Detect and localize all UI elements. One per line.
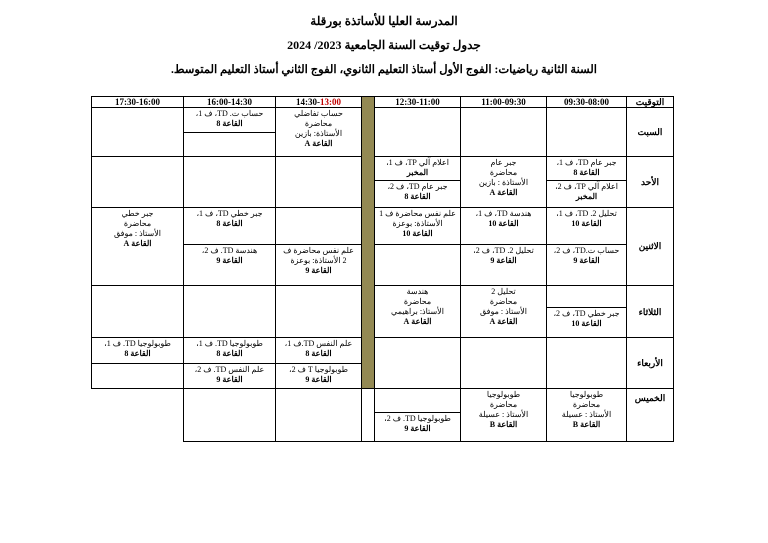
slot-3-header: 12:30-11:00	[375, 97, 461, 108]
cell-line: محاضرة	[123, 218, 152, 228]
cell-line: طوبولوجيا	[569, 390, 604, 400]
cell-line: الأستاذة : بازين	[478, 177, 529, 187]
cell-line: القاعة B	[489, 420, 518, 430]
tuesday-row-1	[92, 285, 674, 307]
day-saturday: السبت	[627, 108, 674, 157]
cell-line: علم نفس محاضرة ف 1	[379, 208, 456, 218]
cell-mon-slot6	[92, 207, 184, 285]
cell-content	[184, 108, 275, 130]
cell-content	[461, 245, 546, 267]
cell-content	[276, 338, 361, 360]
cell-mon-slot4-a	[276, 207, 362, 245]
cell-thu-slot3-a	[375, 389, 461, 413]
cell-content	[276, 364, 361, 386]
cell-line: الأستاذة: بوعزة	[392, 218, 443, 228]
cell-sun-slot3-b	[375, 181, 461, 207]
cell-tue-slot3	[375, 285, 461, 338]
cell-wed-slot3	[375, 338, 461, 389]
cell-line: جبر خطي	[121, 208, 154, 218]
cell-content	[184, 208, 275, 230]
cell-mon-slot1-a	[547, 207, 627, 245]
cell-line: القاعة A	[304, 139, 333, 149]
day-wednesday: الأربعاء	[627, 338, 674, 389]
slot-1-header: 09:30-08:00	[547, 97, 627, 108]
cell-line: محاضرة	[489, 167, 518, 177]
schedule-title: جدول توقيت السنة الجامعية 2023/ 2024	[287, 38, 481, 52]
cell-mon-slot4-b	[276, 245, 362, 286]
cell-line: طوبولوجيا T ف 2،	[288, 364, 348, 374]
cell-line: علم نفس محاضرة ف	[283, 246, 354, 256]
cell-line: القاعة A	[489, 187, 518, 197]
cell-sun-slot2	[461, 156, 547, 207]
cell-wed-slot6-b	[92, 363, 184, 388]
cell-line: القاعة 8	[305, 349, 332, 359]
cell-content	[547, 245, 626, 267]
cell-content	[461, 157, 546, 199]
day-thursday: الخميس	[627, 389, 674, 442]
cell-line: جبر عام	[490, 157, 517, 167]
school-name: المدرسة العليا للأساتذة بورقلة	[310, 14, 458, 28]
cell-sun-slot1-b	[547, 181, 627, 207]
cell-sat-slot2	[461, 108, 547, 157]
cell-line: القاعة 8	[216, 218, 243, 228]
cell-tue-slot2	[461, 285, 547, 338]
cell-content	[547, 308, 626, 330]
cell-line: محاضرة	[403, 296, 432, 306]
day-monday: الاثنين	[627, 207, 674, 285]
cell-line: اعلام آلي TP، ف 2،	[555, 182, 618, 192]
slot-2-header: 11:00-09:30	[461, 97, 547, 108]
cell-content	[375, 157, 460, 179]
cell-line: محاضرة	[572, 400, 601, 410]
slot-6-header: 17:30-16:00	[92, 97, 184, 108]
cell-line: جبر خطي TD، ف 2،	[553, 308, 620, 318]
cell-line: علم النفس TD. ف 2،	[194, 364, 265, 374]
cell-line: الأستاذ : موفق	[479, 306, 528, 316]
cell-content	[547, 208, 626, 230]
cell-tue-slot5	[184, 285, 276, 338]
cell-tue-slot1-b	[547, 307, 627, 337]
cell-content	[461, 208, 546, 230]
cell-line: الأستاذ: براهيمي	[391, 306, 444, 316]
cell-sat-slot5	[184, 108, 276, 132]
cell-content	[375, 181, 460, 203]
cell-content	[547, 389, 626, 431]
cell-line: القاعة 9	[305, 266, 332, 276]
thursday-row-1	[92, 389, 674, 413]
cell-line: طوبولوجيا TD. ف 1،	[104, 339, 171, 349]
cell-line: هندسة TD. ف 2،	[201, 246, 258, 256]
cell-thu-slot2	[461, 389, 547, 442]
cell-line: القاعة 8	[124, 349, 151, 359]
cell-line: القاعة 9	[305, 374, 332, 384]
cell-mon-slot1-b	[547, 245, 627, 286]
cell-line: جبر عام TD، ف 1،	[556, 157, 617, 167]
cell-thu-slot3-b	[375, 413, 461, 442]
cell-mon-slot2-a	[461, 207, 547, 245]
cell-line: محاضرة	[489, 400, 518, 410]
cell-line: طوبولوجيا	[486, 390, 521, 400]
timetable	[91, 96, 674, 442]
cell-mon-slot2-b	[461, 245, 547, 286]
cell-content	[375, 208, 460, 240]
cell-line: القاعة 8	[404, 192, 431, 202]
cell-line: طوبولوجيا TD. ف 1،	[196, 339, 263, 349]
cell-line: المخبر	[575, 192, 598, 202]
cell-line: تحليل 2. TD، ف 2،	[473, 246, 534, 256]
cell-wed-slot1	[547, 338, 627, 389]
cell-wed-slot6-a	[92, 338, 184, 363]
lunch-break-column	[362, 97, 375, 389]
schedule-subtitle: السنة الثانية رياضيات: الفوج الأول أستاذ التعليم الثانوي، الفوج الثاني أستاذ التعليم المتوسط.	[171, 64, 597, 76]
cell-content	[184, 338, 275, 360]
cell-content	[375, 413, 460, 435]
cell-line: القاعة A	[489, 316, 518, 326]
saturday-row-1	[92, 108, 674, 132]
cell-line: القاعة 10	[402, 228, 433, 238]
cell-thu-slot5	[276, 389, 362, 442]
cell-line: القاعة 9	[490, 256, 517, 266]
cell-content	[276, 245, 361, 277]
slot-5-header: 16:00-14:30	[184, 97, 276, 108]
cell-wed-slot2	[461, 338, 547, 389]
cell-line: القاعة 8	[573, 167, 600, 177]
cell-line: الأستاذة: بازين	[294, 129, 343, 139]
cell-thu-slot6	[184, 389, 276, 442]
cell-line: علم النفس TD.ف 1،	[284, 339, 353, 349]
cell-sat-slot4	[276, 108, 362, 157]
cell-content	[461, 286, 546, 328]
cell-line: القاعة 9	[216, 256, 243, 266]
cell-sun-slot1-a	[547, 156, 627, 180]
cell-line: الأستاذ : عسيلة	[561, 410, 612, 420]
cell-line: القاعة 10	[488, 218, 519, 228]
cell-wed-slot5-a	[184, 338, 276, 363]
cell-line: القاعة 9	[404, 424, 431, 434]
cell-line: تحليل 2	[491, 286, 516, 296]
cell-line: طوبولوجيا TD. ف 2،	[384, 414, 451, 424]
cell-sat-slot1	[547, 108, 627, 157]
cell-line: القاعة B	[572, 420, 601, 430]
cell-line: القاعة 10	[571, 318, 602, 328]
cell-sat-slot6	[92, 108, 184, 157]
cell-wed-slot4-a	[276, 338, 362, 363]
cell-line: القاعة 10	[571, 218, 602, 228]
cell-sat-slot3	[375, 108, 461, 157]
cell-line: القاعة 9	[573, 256, 600, 266]
cell-thu-slot4	[362, 389, 375, 442]
cell-content	[92, 208, 183, 250]
slot-4-end: 13:00	[320, 97, 341, 108]
cell-line: الأستاذ : عسيلة	[478, 410, 529, 420]
monday-row-1	[92, 207, 674, 245]
cell-content	[547, 181, 626, 203]
cell-line: حساب تفاضلي	[294, 109, 343, 119]
cell-tue-slot1-a	[547, 285, 627, 307]
cell-sat-slot5-b	[184, 132, 276, 156]
cell-line: القاعة 9	[216, 374, 243, 384]
cell-content	[547, 157, 626, 179]
cell-line: هندسة TD، ف 1،	[475, 208, 532, 218]
cell-sun-slot4	[276, 156, 362, 207]
cell-sun-slot6	[92, 156, 184, 207]
cell-content	[461, 389, 546, 431]
cell-line: القاعة 8	[216, 119, 243, 129]
cell-wed-slot5-b	[184, 363, 276, 388]
wednesday-row-1	[92, 338, 674, 363]
header-row	[92, 97, 674, 108]
cell-line: محاضرة	[304, 119, 333, 129]
timing-header: التوقيت	[627, 97, 674, 108]
cell-line: 2 الأستاذة: بوعزة	[290, 256, 347, 266]
cell-line: حساب ت.TD، ف 2،	[553, 246, 620, 256]
cell-wed-slot4-b	[276, 363, 362, 388]
cell-line: جبر عام TD، ف 2،	[387, 182, 448, 192]
cell-line: هندسة	[406, 286, 429, 296]
cell-content	[92, 338, 183, 360]
cell-line: تحليل 2. TD، ف 1،	[556, 208, 617, 218]
cell-content	[375, 286, 460, 328]
cell-line: القاعة 8	[216, 349, 243, 359]
cell-mon-slot5-b	[184, 245, 276, 286]
slot-4-header	[276, 97, 362, 108]
cell-line: القاعة A	[123, 238, 152, 248]
day-sunday: الأحد	[627, 156, 674, 207]
slot-4-start: 14:30-	[296, 97, 320, 108]
cell-line: القاعة A	[403, 316, 432, 326]
cell-sun-slot3-a	[375, 156, 461, 180]
cell-mon-slot3-b	[375, 245, 461, 286]
cell-content	[276, 108, 361, 150]
cell-thu-slot1	[547, 389, 627, 442]
cell-line: محاضرة	[489, 296, 518, 306]
cell-content	[184, 364, 275, 386]
cell-line: المخبر	[406, 167, 429, 177]
day-tuesday: الثلاثاء	[627, 285, 674, 338]
cell-tue-slot4	[276, 285, 362, 338]
cell-line: جبر خطي TD، ف 1،	[196, 208, 263, 218]
sunday-row-1	[92, 156, 674, 180]
cell-content	[184, 245, 275, 267]
cell-line: اعلام آلي TP، ف 1،	[386, 157, 449, 167]
cell-mon-slot3	[375, 207, 461, 245]
cell-line: الأستاذ : موفق	[113, 228, 162, 238]
cell-tue-slot6	[92, 285, 184, 338]
cell-sun-slot5	[184, 156, 276, 207]
cell-line: حساب ت. TD، ف 1،	[195, 109, 264, 119]
cell-mon-slot5-a	[184, 207, 276, 245]
